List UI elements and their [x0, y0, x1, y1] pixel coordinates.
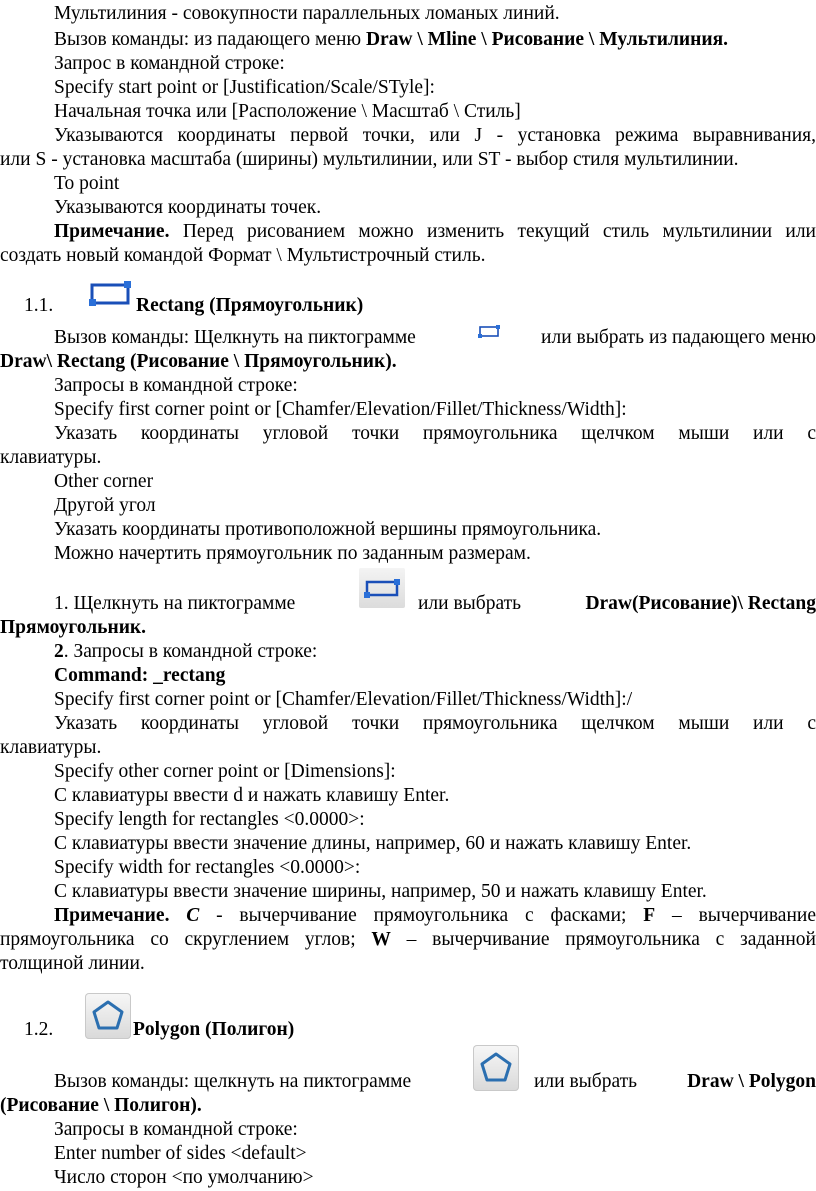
para-note-2-end: толщиной линии.: [0, 953, 145, 974]
para-polygon-call-b: или выбрать: [534, 1071, 638, 1092]
para-other-corner-ru: Другой угол: [54, 495, 156, 516]
command-rectang: Command: _rectang: [54, 665, 226, 686]
para-other-corner: Other corner: [54, 471, 154, 492]
prompt-sides-ru: Число сторон <по умолчанию>: [54, 1167, 314, 1188]
para-points: Указываются координаты точек.: [54, 197, 322, 218]
para-polygon-prompt: Запросы в командной строке:: [54, 1119, 298, 1140]
para-mline-call: Вызов команды: из падающего меню Draw \ Mline \ Рисование \ Мультилиния.: [54, 29, 729, 50]
section-number-1-1: 1.1.: [24, 295, 54, 316]
para-translation: Начальная точка или [Расположение \ Масштаб \ Стиль]: [54, 101, 521, 122]
para-mline-def: Мультилиния - совокупности параллельных ломаных линий.: [54, 3, 560, 24]
para-corner-2: Указать координаты угловой точки прямоугольника щелчком мыши или с: [54, 713, 816, 734]
para-prompt: Запрос в командной строке:: [54, 53, 285, 74]
para-rectang-prompt: Запросы в командной строке:: [54, 375, 298, 396]
step-1-b: или выбрать: [418, 593, 522, 614]
polygon-toolbar-icon: [473, 1045, 519, 1091]
prompt-other-corner: Specify other corner point or [Dimensions]:: [54, 761, 396, 782]
para-to-point: To point: [54, 173, 120, 194]
para-rectang-command: Specify first corner point or [Chamfer/Elevation/Fillet/Thickness/Width]:: [54, 399, 627, 420]
para-corner-2-cont: клавиатуры.: [0, 737, 102, 758]
para-rectang-corner-cont: клавиатуры.: [0, 447, 102, 468]
para-opposite: Указать координаты противоположной вершины прямоугольника.: [54, 519, 602, 540]
para-justify: Указываются координаты первой точки, или J - установка режима выравнивания,: [54, 125, 816, 146]
step-1-menu: Draw(Рисование)\ Rectang: [585, 593, 816, 614]
para-enter-d: С клавиатуры ввести d и нажать клавишу Enter.: [54, 785, 450, 806]
section-number-1-2: 1.2.: [24, 1019, 54, 1040]
para-justify-cont: или S - установка масштаба (ширины) мультилинии, или ST - выбор стиля мультилинии.: [0, 149, 739, 170]
para-rectang-menu: Draw\ Rectang (Рисование \ Прямоугольник).: [0, 351, 397, 372]
rectangle-small-icon: [478, 322, 502, 342]
prompt-sides: Enter number of sides <default>: [54, 1143, 307, 1164]
section-title-polygon: Polygon (Полигон): [133, 1019, 295, 1040]
para-rectang-call-b: или выбрать из падающего меню: [541, 327, 816, 348]
rectangle-icon: [89, 279, 133, 309]
para-note: Примечание. Перед рисованием можно изменить текущий стиль мультилинии или: [54, 221, 816, 242]
para-note-2: Примечание. C - вычерчивание прямоугольника с фасками; F – вычерчивание: [54, 905, 816, 926]
para-command: Specify start point or [Justification/Scale/STyle]:: [54, 77, 435, 98]
prompt-width: Specify width for rectangles <0.0000>:: [54, 857, 361, 878]
section-title-rectang: Rectang (Прямоугольник): [136, 295, 364, 316]
para-polygon-menu: Draw \ Polygon: [687, 1071, 816, 1092]
para-note-2-cont: прямоугольника со скруглением углов; W – вычерчивание прямоугольника с заданной: [0, 929, 816, 950]
para-note-cont: создать новый командой Формат \ Мультистрочный стиль.: [0, 245, 486, 266]
polygon-icon: [85, 993, 131, 1039]
para-width: С клавиатуры ввести значение ширины, например, 50 и нажать клавишу Enter.: [54, 881, 707, 902]
step-1-a: 1. Щелкнуть на пиктограмме: [54, 593, 296, 614]
prompt-first-corner: Specify first corner point or [Chamfer/Elevation/Fillet/Thickness/Width]:/: [54, 689, 633, 710]
rectangle-toolbar-icon: [359, 568, 405, 608]
para-by-size: Можно начертить прямоугольник по заданным размерам.: [54, 543, 531, 564]
step-1-cont: Прямоугольник.: [0, 617, 147, 638]
para-polygon-call: Вызов команды: щелкнуть на пиктограмме: [54, 1071, 412, 1092]
prompt-length: Specify length for rectangles <0.0000>:: [54, 809, 365, 830]
para-rectang-corner: Указать координаты угловой точки прямоугольника щелчком мыши или с: [54, 423, 816, 444]
para-length: С клавиатуры ввести значение длины, например, 60 и нажать клавишу Enter.: [54, 833, 692, 854]
para-polygon-menu-ru: (Рисование \ Полигон).: [0, 1095, 202, 1116]
step-2: 2. Запросы в командной строке:: [54, 641, 318, 662]
para-rectang-call: Вызов команды: Щелкнуть на пиктограмме: [54, 327, 416, 348]
